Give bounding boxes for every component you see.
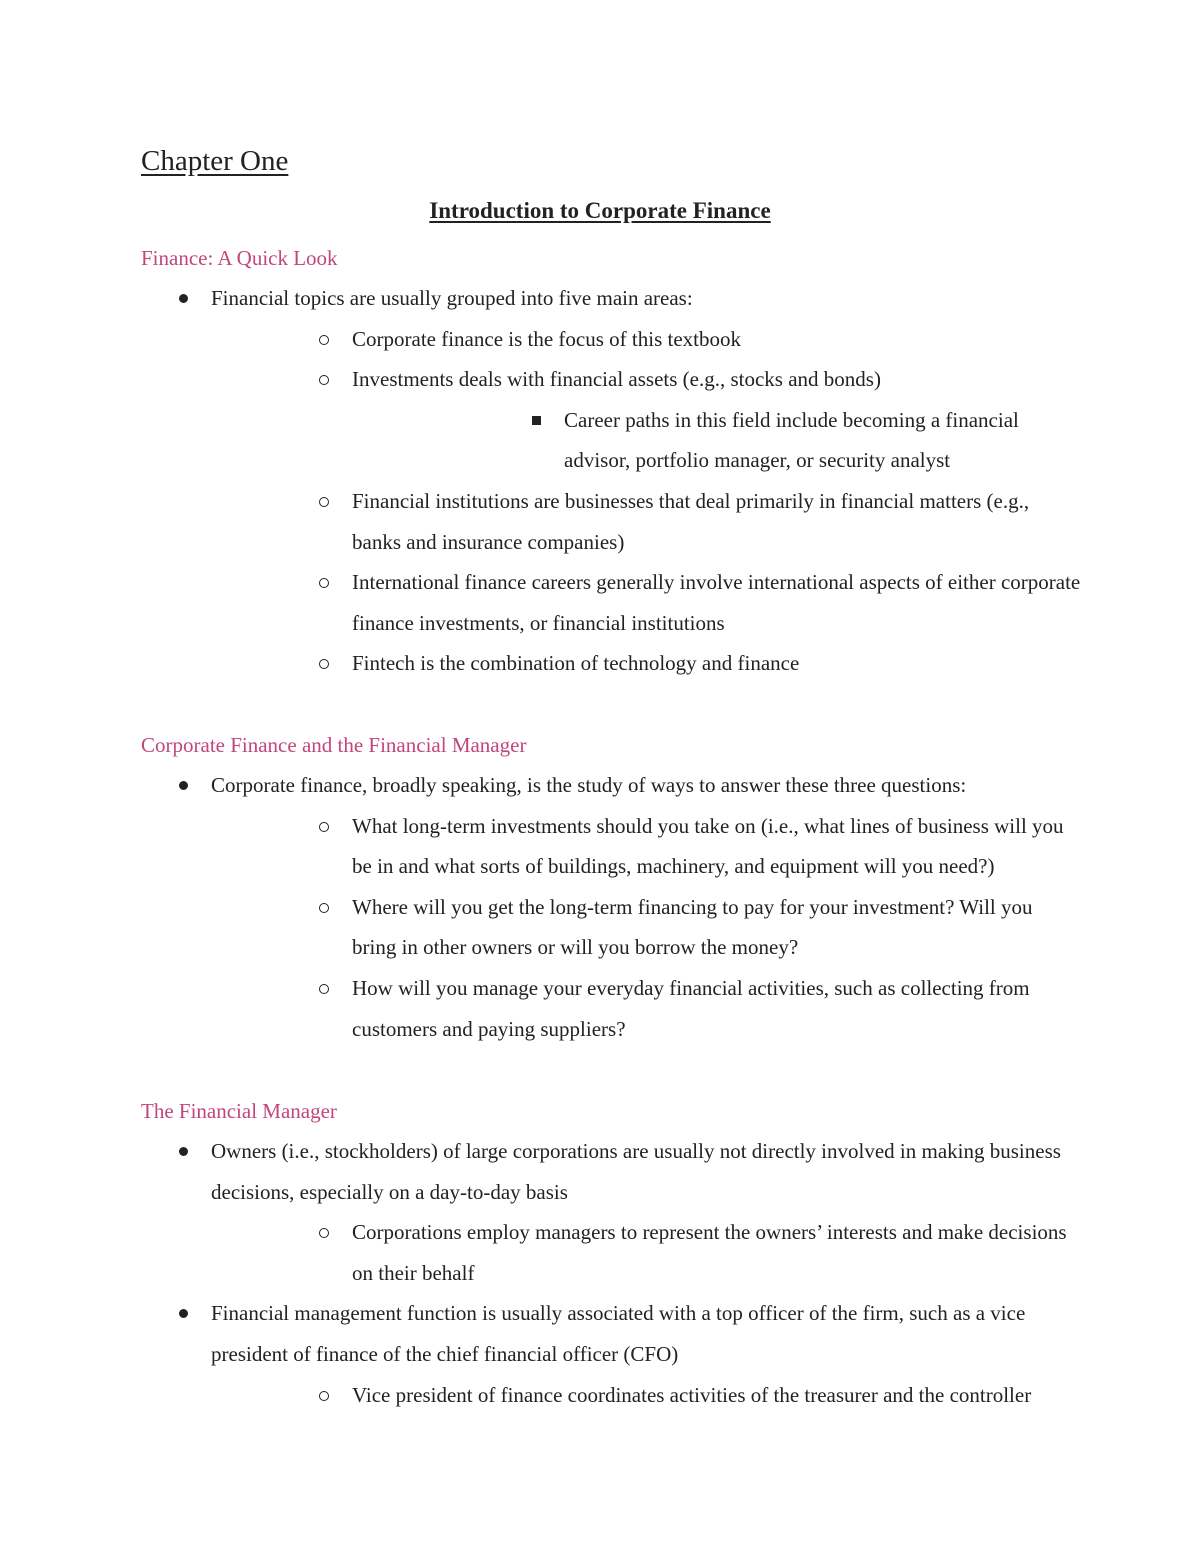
- list-item-text: Owners (i.e., stockholders) of large corporations are usually not directly involved in making business decisions, especially on a day-to-day basis: [211, 1139, 1061, 1204]
- section-finance-quick-look: [141, 238, 1081, 684]
- list-item: [211, 1212, 1081, 1293]
- section-heading: Corporate Finance and the Financial Manager: [141, 733, 527, 757]
- list-item-text: Financial institutions are businesses that deal primarily in financial matters (e.g., banks and insurance companies): [352, 488, 1030, 554]
- list-item-text: Where will you get the long-term financing to pay for your investment? Will you bring in other owners or will you borrow the money?: [352, 894, 1033, 960]
- list-item-text: Financial management function is usually associated with a top officer of the firm, such as a vice president of finance of the chief financial officer (CFO): [211, 1301, 1026, 1366]
- list-item: [211, 887, 1081, 968]
- section-financial-manager: [141, 1091, 1081, 1415]
- list-item-text: What long-term investments should you take on (i.e., what lines of business will you be in and what sorts of buildings, machinery, and equipment will you need?): [352, 813, 1064, 879]
- section-heading: The Financial Manager: [141, 1099, 337, 1123]
- list-item: [211, 359, 1081, 481]
- list-item: [141, 1131, 1081, 1293]
- list-item: [211, 481, 1081, 562]
- list-item-text: Vice president of finance coordinates activities of the treasurer and the controller: [352, 1382, 1032, 1407]
- list-item-text: Corporate finance is the focus of this textbook: [352, 326, 741, 351]
- section-corporate-finance-manager: [141, 725, 1081, 1049]
- list-item-text: Fintech is the combination of technology and finance: [352, 651, 800, 676]
- list-item: [211, 643, 1081, 684]
- list-item-text: Corporations employ managers to represent the owners’ interests and make decisions on their behalf: [352, 1220, 1067, 1285]
- list-item: [211, 806, 1081, 887]
- list-item-text: Corporate finance, broadly speaking, is the study of ways to answer these three questions:: [211, 773, 967, 797]
- list-item-text: International finance careers generally involve international aspects of either corporate finance investments, or financial institutions: [352, 570, 1081, 635]
- list-item: [352, 400, 1081, 481]
- bullet-list: [141, 278, 1081, 684]
- sub-list: [211, 806, 1081, 1050]
- list-item-text: Investments deals with financial assets (e.g., stocks and bonds): [352, 367, 881, 392]
- bullet-list: [141, 1131, 1081, 1415]
- list-item: [141, 765, 1081, 1049]
- document-title: Introduction to Corporate Finance: [429, 198, 771, 223]
- bullet-list: [141, 765, 1081, 1049]
- sub-list: [211, 1375, 1081, 1416]
- list-item-text: Financial topics are usually grouped into five main areas:: [211, 286, 693, 310]
- list-item-text: Career paths in this field include becoming a financial advisor, portfolio manager, or security analyst: [564, 407, 1019, 473]
- section-heading: Finance: A Quick Look: [141, 246, 338, 270]
- list-item-text: How will you manage your everyday financial activities, such as collecting from customers and paying suppliers?: [352, 975, 1030, 1041]
- chapter-title: Chapter One: [141, 145, 289, 177]
- list-item: [211, 562, 1081, 643]
- list-item: [211, 1375, 1081, 1416]
- list-item: [141, 1293, 1081, 1415]
- list-item: [211, 968, 1081, 1049]
- sub-sub-list: [352, 400, 1081, 481]
- list-item: [141, 278, 1081, 684]
- sub-list: [211, 1212, 1081, 1293]
- sub-list: [211, 319, 1081, 684]
- list-item: [211, 319, 1081, 360]
